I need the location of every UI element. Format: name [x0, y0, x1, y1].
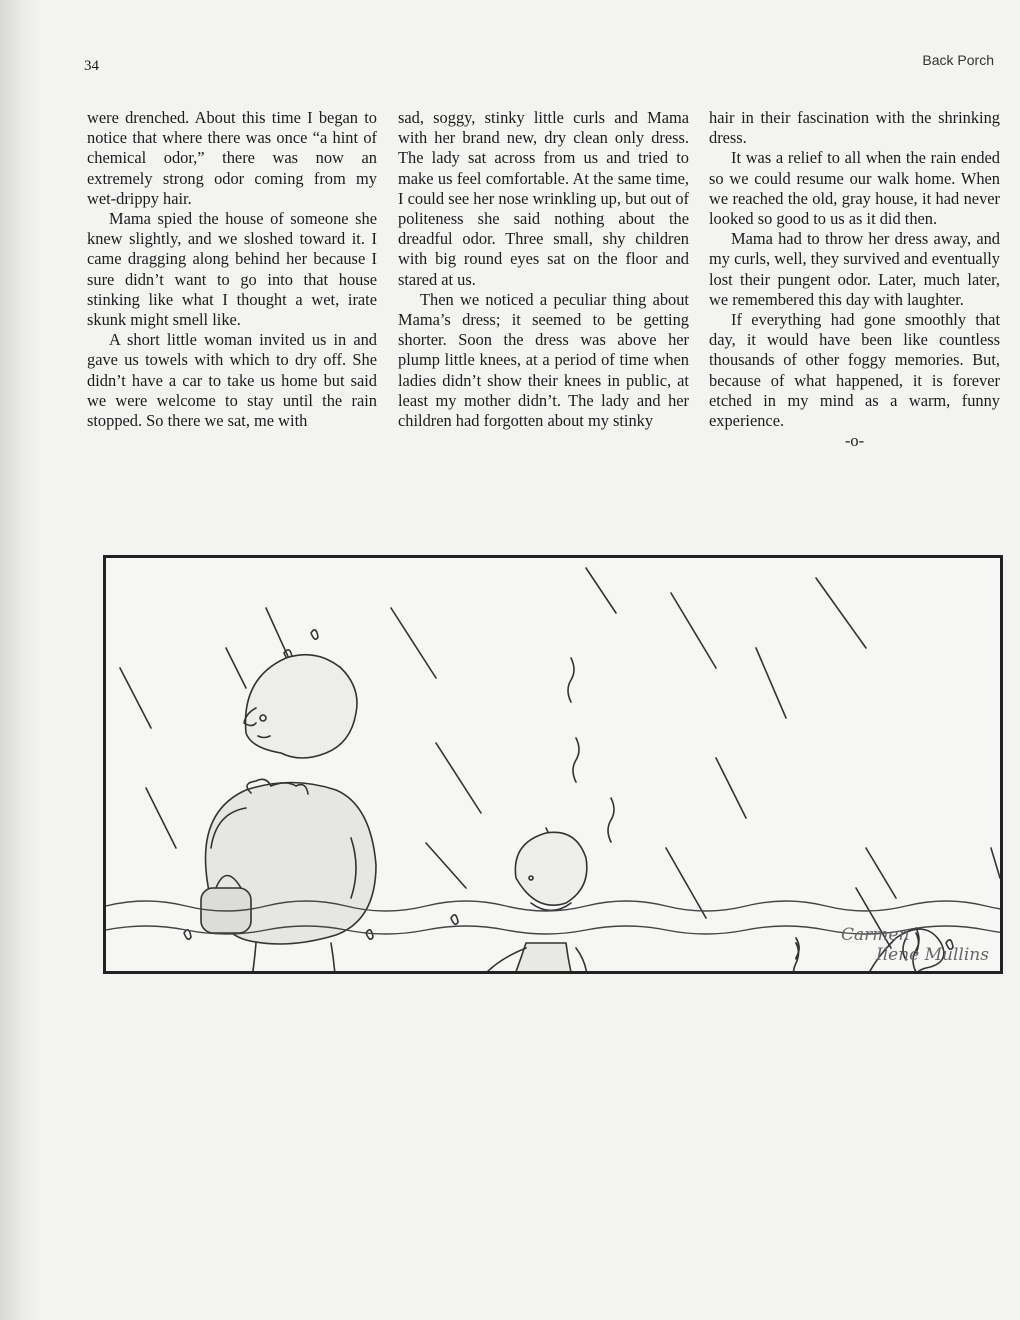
paragraph: Mama had to throw her dress away, and my curls, well, they survived and eventually lost their pungent odor. Later, much later, we remembered this day with laughter. — [709, 229, 1000, 309]
page-number: 34 — [84, 58, 99, 74]
paragraph: If everything had gone smoothly that day, it would have been like countless thousands of other foggy memories. But, because of what happened, it is forever etched in my mind as a warm, funny experience. — [709, 310, 1000, 431]
running-head: Back Porch — [922, 52, 994, 68]
text-column-1 — [87, 108, 377, 431]
mama-figure — [201, 655, 376, 971]
paragraph: were drenched. About this time I began to notice that where there was once “a hint of chemical odor,” there was now an extremely strong odor coming from my wet-drippy hair. — [87, 108, 377, 208]
artist-signature-line2: Ilene Mullins — [876, 945, 989, 965]
paragraph: A short little woman invited us in and gave us towels with which to dry off. She didn’t have a car to take us home but said we were welcome to stay until the rain stopped. So there we sat, me with — [87, 330, 377, 431]
text-column-2 — [398, 108, 689, 431]
rain-illustration — [103, 555, 1003, 974]
end-mark: -o- — [844, 431, 865, 451]
page-spine-shadow — [0, 0, 40, 1320]
paragraph: It was a relief to all when the rain ended so we could resume our walk home. When we reached the old, gray house, it had never looked so good to us as it did then. — [709, 148, 1000, 229]
text-column-3 — [709, 108, 1000, 451]
paragraph: Mama spied the house of someone she knew slightly, and we sloshed toward it. I came dragging along behind her because I sure didn’t want to go into that house stinking like what I thought a wet, irate skunk might smell like. — [87, 209, 377, 330]
paragraph: Then we noticed a peculiar thing about Mama’s dress; it seemed to be getting shorter. Soon the dress was above her plump little knees, at a period of time when ladies didn’t show their knees in public, at least my mother didn’t. The lady and her children had forgotten about my stinky — [398, 289, 689, 431]
paragraph: sad, soggy, stinky little curls and Mama with her brand new, dry clean only dress. The lady sat across from us and tried to make us feel comfortable. At the same time, I could see her nose wrinkling up, but out of politeness she said nothing about the dreadful odor. Three small, shy children with big round eyes sat on the floor and stared at us. — [398, 108, 689, 289]
paragraph: hair in their fascination with the shrinking dress. — [709, 108, 1000, 148]
artist-signature-line1: Carmen — [841, 925, 910, 945]
